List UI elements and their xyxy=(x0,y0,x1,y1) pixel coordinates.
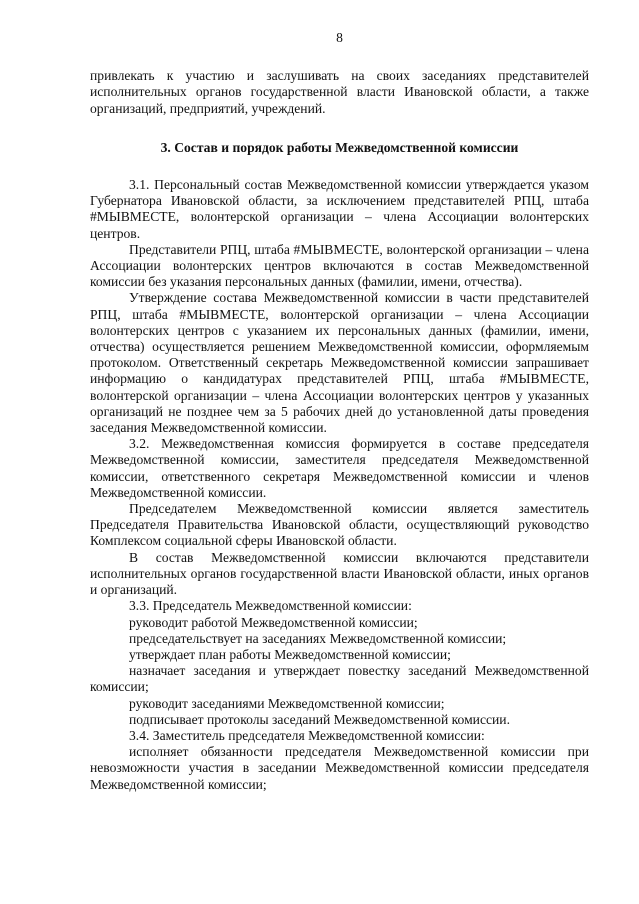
paragraph-3-3: 3.3. Председатель Межведомственной комиссии: xyxy=(129,598,412,614)
paragraph-3-2: 3.2. Межведомственная комиссия формируется в составе председателя Межведомственной комиссии, заместителя председателя Межведомственной комиссии, ответственного секретаря Межведомственной комиссии и членов Межведомственной комиссии. xyxy=(90,436,589,500)
paragraph-members: В состав Межведомственной комиссии включаются представители исполнительных органов государственной власти Ивановской области, иных органов и организаций. xyxy=(90,549,589,598)
list-item: назначает заседания и утверждает повестку заседаний Межведомственной комиссии; xyxy=(90,663,589,695)
list-item: руководит заседаниями Межведомственной комиссии; xyxy=(129,695,445,711)
section-heading: 3. Состав и порядок работы Межведомственной комиссии xyxy=(160,139,519,155)
paragraph-approval: Утверждение состава Межведомственной комиссии в части представителей РПЦ, штаба #МЫВМЕСТЕ, волонтерской организации – члена Ассоциации волонтерских центров с указанием их персональных данных (фамилии, имени, отчества) осуществляется решением Межведомственной комиссии, оформляемым протоколом. Ответственный секретарь Межведомственной комиссии запрашивает информацию о кандидатурах представителей РПЦ, штаба #МЫВМЕСТЕ, волонтерской организации – члена Ассоциации волонтерских центров у указанных организаций не позднее чем за 5 рабочих дней до установленной даты проведения заседания Межведомственной комиссии. xyxy=(90,290,589,436)
paragraph-3-1: 3.1. Персональный состав Межведомственной комиссии утверждается указом Губернатора Ивановской области, за исключением представителей РПЦ, штаба #МЫВМЕСТЕ, волонтерской организации – члена Ассоциации волонтерских центров. xyxy=(90,177,589,241)
intro-paragraph: привлекать к участию и заслушивать на своих заседаниях представителей исполнительных органов государственной власти Ивановской области, а также организаций, предприятий, учреждений. xyxy=(90,68,589,116)
paragraph-representatives: Представители РПЦ, штаба #МЫВМЕСТЕ, волонтерской организации – члена Ассоциации волонтерских центров включаются в состав Межведомственной комиссии без указания персональных данных (фамилии, имени, отчества). xyxy=(90,241,589,290)
list-item: исполняет обязанности председателя Межведомственной комиссии при невозможности участия в заседании Межведомственной комиссии председателя Межведомственной комиссии; xyxy=(90,744,589,792)
list-item: утверждает план работы Межведомственной комиссии; xyxy=(129,646,451,662)
list-item: руководит работой Межведомственной комиссии; xyxy=(129,614,418,630)
list-item: председательствует на заседаниях Межведомственной комиссии; xyxy=(129,630,507,646)
paragraph-3-4: 3.4. Заместитель председателя Межведомственной комиссии: xyxy=(129,727,485,743)
paragraph-chairman: Председателем Межведомственной комиссии является заместитель Председателя Правительства Ивановской области, осуществляющий руководство Комплексом социальной сферы Ивановской области. xyxy=(90,501,589,549)
list-item: подписывает протоколы заседаний Межведомственной комиссии. xyxy=(129,711,510,727)
page-number: 8 xyxy=(336,30,343,45)
